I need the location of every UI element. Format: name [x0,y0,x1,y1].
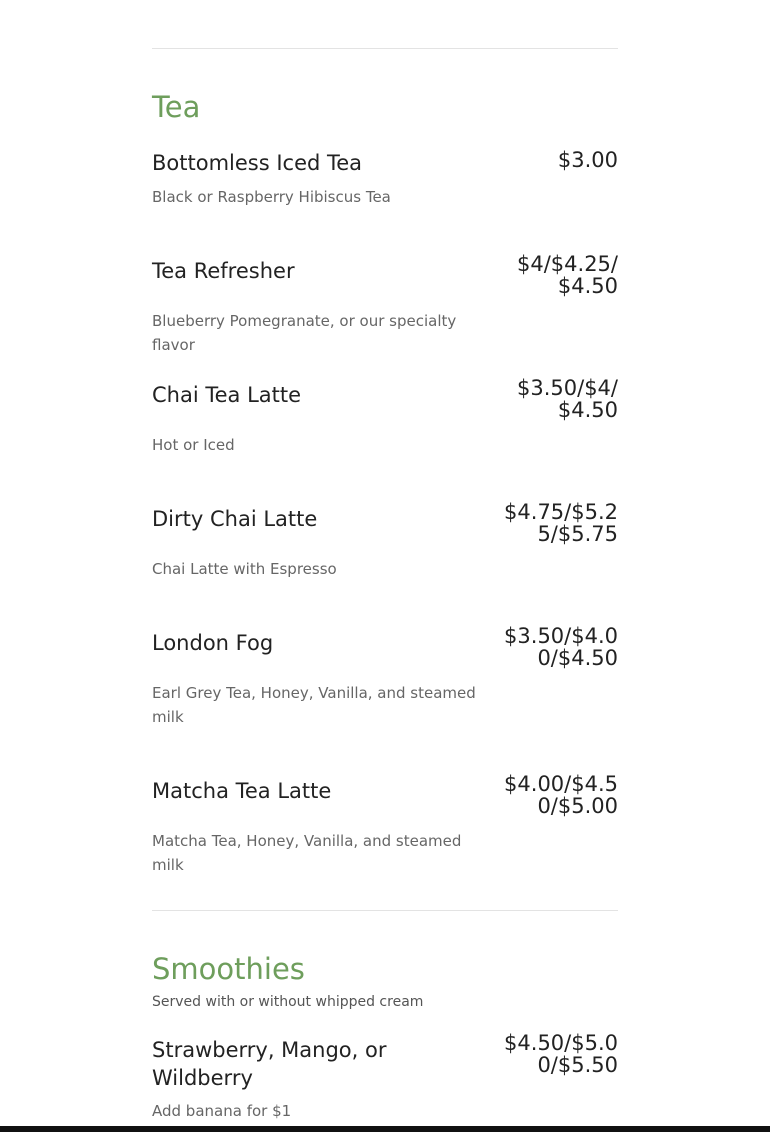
item-price: $4.00/$4.50/$5.00 [504,772,618,818]
item-description: Hot or Iced [152,436,235,454]
item-description: Earl Grey Tea, Honey, Vanilla, and steamed milk [152,684,476,726]
item-description: Chai Latte with Espresso [152,560,337,578]
section-divider [152,910,618,911]
item-price: $4.50/$5.00/$5.50 [504,1031,618,1077]
item-description: Matcha Tea, Honey, Vanilla, and steamed milk [152,832,462,874]
item-description: Black or Raspberry Hibiscus Tea [152,188,391,206]
item-price: $3.50/$4/$4.50 [517,376,618,422]
item-price: $4.75/$5.25/$5.75 [504,500,618,546]
item-name: Matcha Tea Latte [152,779,332,803]
item-name: Dirty Chai Latte [152,507,318,531]
item-name: Chai Tea Latte [152,383,302,407]
item-name: Tea Refresher [152,259,295,283]
item-price: $3.50/$4.00/$4.50 [504,624,618,670]
item-name: London Fog [152,631,274,655]
item-name: Strawberry, Mango, or Wildberry [152,1038,387,1090]
item-price: $3.00 [557,148,618,172]
section-subtitle: Served with or without whipped cream [152,994,424,1010]
section-divider [152,48,618,49]
section-title-tea: Tea [152,90,201,124]
bottom-bar [0,1126,770,1132]
item-description: Blueberry Pomegranate, or our specialty flavor [152,312,457,354]
item-price: $4/$4.25/$4.50 [517,252,618,298]
item-name: Bottomless Iced Tea [152,151,363,175]
item-description: Add banana for $1 [152,1102,292,1120]
section-title-smoothies: Smoothies [152,952,305,986]
